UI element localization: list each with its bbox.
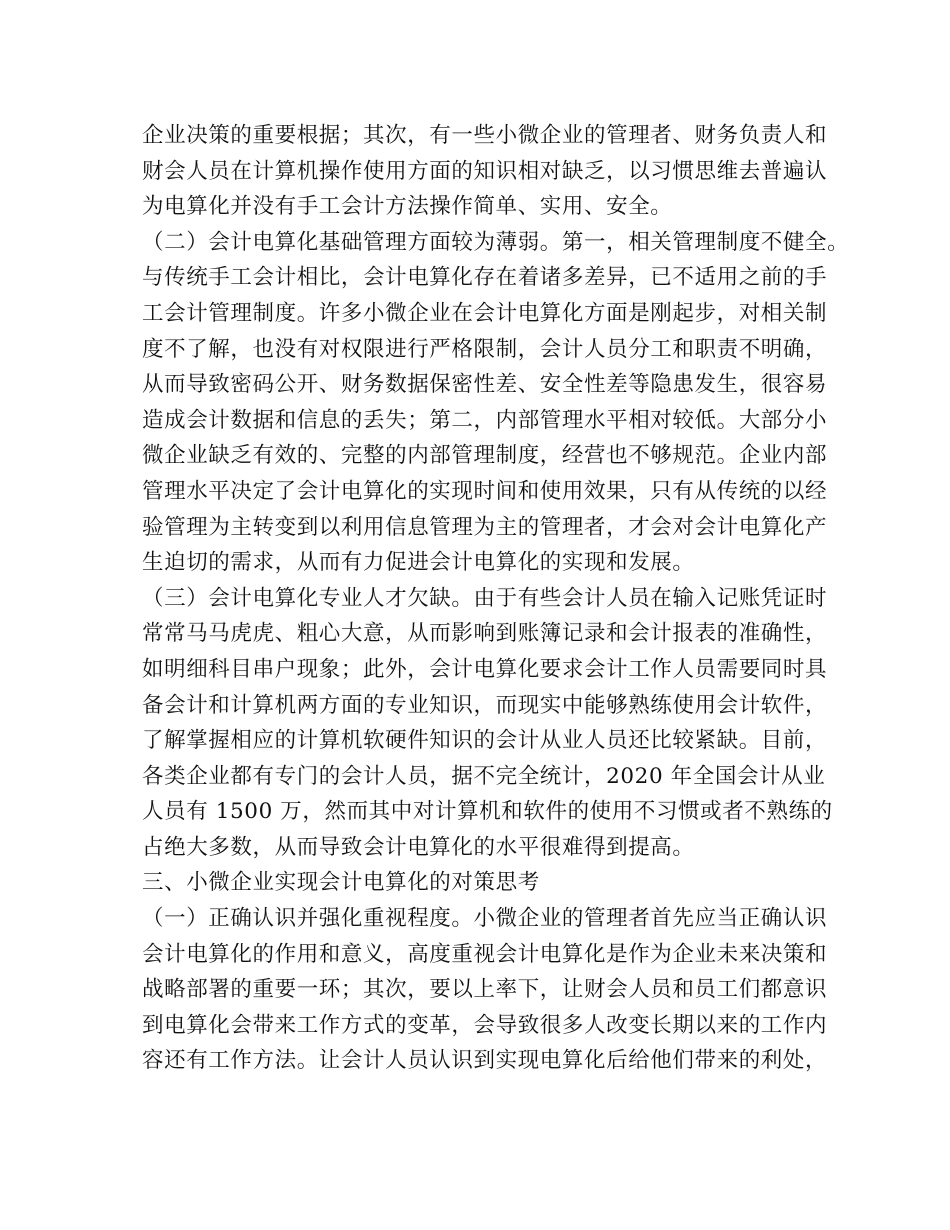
text-line: 度不了解，也没有对权限进行严格限制，会计人员分工和职责不明确， [142,336,828,362]
text-line: 到电算化会带来工作方式的变革，会导致很多人改变长期以来的工作内 [142,1012,828,1038]
text-line: 为电算化并没有手工会计方法操作简单、实用、安全。 [142,194,673,220]
text-line: 管理水平决定了会计电算化的实现时间和使用效果，只有从传统的以经 [142,478,828,504]
text-line: 如明细科目串户现象；此外，会计电算化要求会计工作人员需要同时具 [142,656,828,682]
text-line: （二）会计电算化基础管理方面较为薄弱。第一，相关管理制度不健全。 [142,229,850,255]
text-line: 验管理为主转变到以利用信息管理为主的管理者，才会对会计电算化产 [142,514,828,540]
text-line: 了解掌握相应的计算机软硬件知识的会计从业人员还比较紧缺。目前， [142,728,828,754]
text-line: 各类企业都有专门的会计人员，据不完全统计，2020 年全国会计从业 [142,763,826,789]
text-line: 工会计管理制度。许多小微企业在会计电算化方面是刚起步，对相关制 [142,300,828,326]
text-line: 人员有 1500 万，然而其中对计算机和软件的使用不习惯或者不熟练的 [142,799,833,825]
text-line: 从而导致密码公开、财务数据保密性差、安全性差等隐患发生，很容易 [142,372,828,398]
text-line: 战略部署的重要一环；其次，要以上率下，让财会人员和员工们都意识 [142,977,828,1003]
text-line: 造成会计数据和信息的丢失；第二，内部管理水平相对较低。大部分小 [142,407,828,433]
text-line: 会计电算化的作用和意义，高度重视会计电算化是作为企业未来决策和 [142,941,828,967]
text-line: （三）会计电算化专业人才欠缺。由于有些会计人员在输入记账凭证时 [142,585,828,611]
text-line: 企业决策的重要根据；其次，有一些小微企业的管理者、财务负责人和 [142,123,828,148]
text-line: 占绝大多数，从而导致会计电算化的水平很难得到提高。 [142,834,695,860]
text-line: 常常马马虎虎、粗心大意，从而影响到账簿记录和会计报表的准确性， [142,621,828,647]
section-heading: 三、小微企业实现会计电算化的对策思考 [142,870,540,896]
text-line: 财会人员在计算机操作使用方面的知识相对缺乏，以习惯思维去普遍认 [142,158,828,184]
text-line: 生迫切的需求，从而有力促进会计电算化的实现和发展。 [142,550,695,576]
text-line: 备会计和计算机两方面的专业知识，而现实中能够熟练使用会计软件， [142,692,828,718]
text-line: 与传统手工会计相比，会计电算化存在着诸多差异，已不适用之前的手 [142,265,828,291]
text-line: 微企业缺乏有效的、完整的内部管理制度，经营也不够规范。企业内部 [142,443,828,469]
text-line: （一）正确认识并强化重视程度。小微企业的管理者首先应当正确认识 [142,906,828,932]
text-line: 容还有工作方法。让会计人员认识到实现电算化后给他们带来的利处， [142,1048,828,1074]
body-text [142,118,850,1079]
